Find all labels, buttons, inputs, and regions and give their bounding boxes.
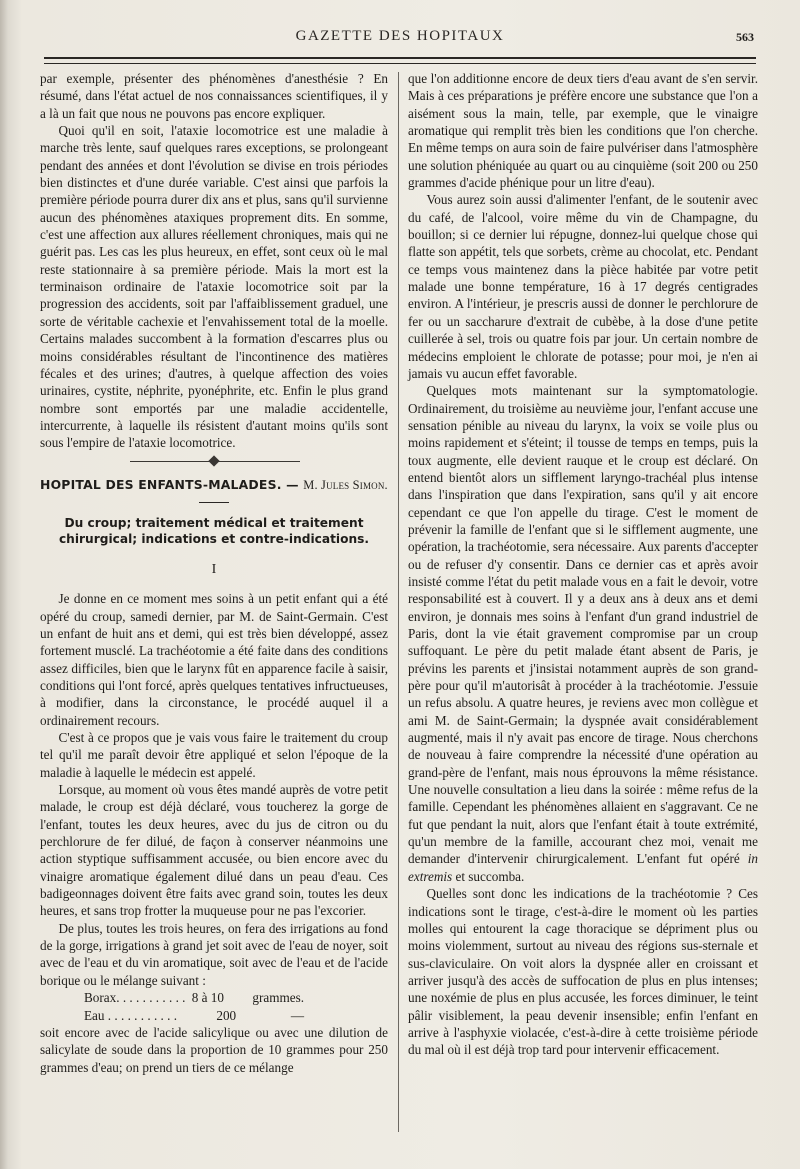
recipe-row xyxy=(84,1007,304,1024)
recipe-row xyxy=(84,989,304,1006)
header-rule-thick xyxy=(44,57,756,59)
short-rule xyxy=(199,502,229,503)
section-heading xyxy=(40,476,388,494)
right-paragraph-2: Vous aurez soin aussi d'alimenter l'enfant, de le soutenir avec du café, de l'alcool, voire même du vin de Champagne, du bouillon; si ce dernier lui répugne, donnez-lui quelque chose qui flatte son appétit, tels que sorbets, crème au chocolat, etc. Pendant ce temps vous maintenez dans la pièce habitée par votre petit malade une bonne température, 16 à 17 degrés centigrades environ. A l'intérieur, je prescris aussi de donner le perchlorure de fer ou un saccharure d'extrait de cubèbe, à la dose d'une petite cuillerée à sel, trois ou quatre fois par jour. Un certain nombre de médecins emploient le chlorate de potasse; pour moi, je n'en ai jamais vu aucun effet favorable. xyxy=(408,192,758,381)
journal-title: GAZETTE DES HOPITAUX xyxy=(295,28,505,44)
left-paragraph-6: De plus, toutes les trois heures, on fera des irrigations au fond de la gorge, irrigations à grand jet soit avec de l'eau de noyer, soit avec de l'eau et du vin aromatique, soit avec de l'eau et de l'acide borique ou le mélange suivant : xyxy=(40,920,388,988)
lecture-author: M. Jules Simon. xyxy=(303,477,388,492)
hospital-name: HOPITAL DES ENFANTS-MALADES. — xyxy=(40,476,299,492)
recipe-ingredient: Borax. . . . . . . . . . . xyxy=(84,990,186,1006)
left-paragraph-1: par exemple, présenter des phénomènes d'anesthésie ? En résumé, dans l'état actuel de nos connaissances scientifiques, il y a là un fait que nous ne pouvons pas encore expliquer. xyxy=(40,71,388,121)
left-column xyxy=(40,70,388,1076)
section-divider-ornament xyxy=(40,456,388,466)
recipe-unit: grammes. xyxy=(252,990,304,1006)
right-paragraph-4: Quelles sont donc les indications de la trachéotomie ? Ces indications sont le tirage, c'est-à-dire le moment où les parties molles qui entourent la cage thoracique se dépriment plus ou moins violemment, surtout au niveau des régions sus-sternale et sus-claviculaire. On voit alors la dyspnée aller en croissant et arriver jusqu'à des accès de suffocation de plus en plus intenses; une noxémie de plus en plus accusée, les forces diminuer, le teint pâlir visiblement, la peau devenir insensible; enfin l'enfant en arrive à l'asphyxie violacée, c'est-à-dire à cette troisième période du mal où il est déjà trop tard pour intervenir efficacement. xyxy=(408,886,758,1058)
right-paragraph-3-end: et succomba. xyxy=(455,868,525,884)
left-paragraph-2: Quoi qu'il en soit, l'ataxie locomotrice est une maladie à marche très lente, sauf quelques rares exceptions, se prolongeant pendant des années et dont l'évolution se divise en trois périodes bien distinctes et d'une durée variable. C'est ainsi que parfois la première période pourra durer dix ans et plus, sans qu'il survienne aucun des phénomènes ataxiques proprement dits. En somme, c'est une affection aux allures réellement chroniques, mais qui ne guérit pas. Les cas les plus heureux, en effet, sont ceux où le mal reste stationnaire à sa première période. Mais la mort est la terminaison ordinaire de l'ataxie locomotrice soit par la progression des accidents, soit par l'affaiblissement graduel, une sorte de véritable cachexie et l'envahissement total de la moelle. Certains malades succombent à la formation d'escarres plus ou moins considérables résultant de l'incontinence des matières fécales et des urines; d'autres, à quelque affection des voies urinaires, cystite, néphrite, pyonéphrite, etc. Enfin le plus grand nombre sont emportés par une maladie accidentelle, intercurrente, à laquelle ils résistent d'autant moins qu'ils sont sous l'empire de l'ataxie locomotrice. xyxy=(40,123,388,451)
recipe-unit: — xyxy=(290,1007,304,1023)
recipe-quantity: 8 à 10 xyxy=(191,990,224,1006)
page-header xyxy=(40,28,760,48)
right-paragraph-3 xyxy=(408,382,758,885)
page-number: 563 xyxy=(736,30,754,44)
right-paragraph-3-text: Quelques mots maintenant sur la symptomatologie. Ordinairement, du troisième au neuvième jour, l'enfant accuse une sensation pénible au niveau du larynx, la voix se voile plus ou moins rapidement et s'éteint; il tousse de temps en temps, puis la toux augmente, elle devient rauque et le croup est déclaré. On entend bientôt alors un sifflement laryngo-trachéal plus intense dans l'inspiration que dans l'expiration, sans qu'il y ait encore cependant ce que l'on appelle du tirage. C'est le moment de prévenir la famille de l'enfant que si le sifflement augmente, une opération, la trachéotomie, sera nécessaire. Aux parents d'accepter ou de refuser d'y consentir. Dans ce dernier cas et après avoir insisté comme l'état du petit malade vous en a fait le devoir, votre responsabilité est à couvert. Il y a deux ans à deux ans et demi environ, je donnais mes soins à l'enfant d'un grand industriel de Paris, dont la vie était gravement compromise par un croup suffoquant. Le père du petit malade étant absent de Paris, je prévins les parents et j'insistai notamment auprès de son grand-père pour qu'il m'autorisât à procéder à la trachéotomie. J'essuie un refus absolu. A quatre heures, je reviens avec mon collègue et ami M. de Saint-Germain; la dyspnée avait considérablement augmenté, mais il n'y avait pas encore de tirage. Nous cherchons de nouveau à faire comprendre la nécessité d'une opération au grand-père de l'enfant, mais nous éprouvons la même résistance. Une nouvelle consultation a lieu dans la soirée : même refus de la famille. Cependant les phénomènes allaient en s'aggravant. Ce ne fut que pendant la nuit, alors que l'enfant était à toute extrémité, qu'un membre de la famille, accourant chez moi, venait me demander d'intervenir chirurgicalement. L'enfant fut opéré xyxy=(408,383,758,867)
column-separator xyxy=(398,72,399,1132)
right-paragraph-1: que l'on additionne encore de deux tiers d'eau avant de s'en servir. Mais à ces préparations je préfère encore une substance que l'on a aisément sous la main, telle, par exemple, que le vinaigre aromatique qui remplit très bien les conditions que l'on cherche. En même temps on aura soin de faire pulvériser dans l'atmosphère une solution phéniquée au quart ou au cinquième (soit 200 ou 250 grammes d'acide phénique pour un litre d'eau). xyxy=(408,71,758,191)
recipe-quantity: 200 xyxy=(216,1007,237,1023)
header-rule-thin xyxy=(44,63,756,64)
article-title: Du croup; traitement médical et traitement chirurgical; indications et contre-indications. xyxy=(58,515,370,546)
latin-phrase: in extremis xyxy=(408,851,758,884)
left-paragraph-5: Lorsque, au moment où vous êtes mandé auprès de votre petit malade, le croup est déjà déclaré, vous toucherez la gorge de l'enfant, toutes les deux heures, avec du jus de citron ou du perchlorure de fer dilué, de façon à conserver néanmoins une action styptique suffisamment accusée, ou bien encore avec du vinaigre aromatique également dilué dans un peau d'eau. Ces badigeonnages doivent être faits avec grand soin, toutes les deux heures, et sans trop frotter la muqueuse pour ne pas l'excorier. xyxy=(40,782,388,919)
recipe-ingredient: Eau . . . . . . . . . . . xyxy=(84,1007,178,1023)
left-paragraph-4: C'est à ce propos que je vais vous faire le traitement du croup tel qu'il me paraît devoir être appliqué et selon l'époque de la maladie à laquelle le médecin est appelé. xyxy=(40,730,388,780)
recipe-table xyxy=(84,989,304,1024)
left-paragraph-3: Je donne en ce moment mes soins à un petit enfant qui a été opéré du croup, samedi dernier, par M. de Saint-Germain. C'est un enfant de huit ans et demi, qui est très bien développé, assez fortement musclé. La trachéotomie a été faite dans des conditions assez difficiles, bien que le larynx fût en apparence facile à saisir, conditions qui l'ont forcé, après quelques tentatives infructueuses, à modifier, dans la circonstance, le procédé auquel il a ordinairement recours. xyxy=(40,591,388,728)
right-column xyxy=(408,70,758,1059)
part-number: I xyxy=(211,561,217,577)
divider-diamond-icon xyxy=(208,455,219,466)
left-paragraph-7: soit encore avec de l'acide salicylique ou avec une dilution de salicylate de soude dans la proportion de 10 grammes pour 250 grammes d'eau; on prend un tiers de ce mélange xyxy=(40,1024,388,1075)
